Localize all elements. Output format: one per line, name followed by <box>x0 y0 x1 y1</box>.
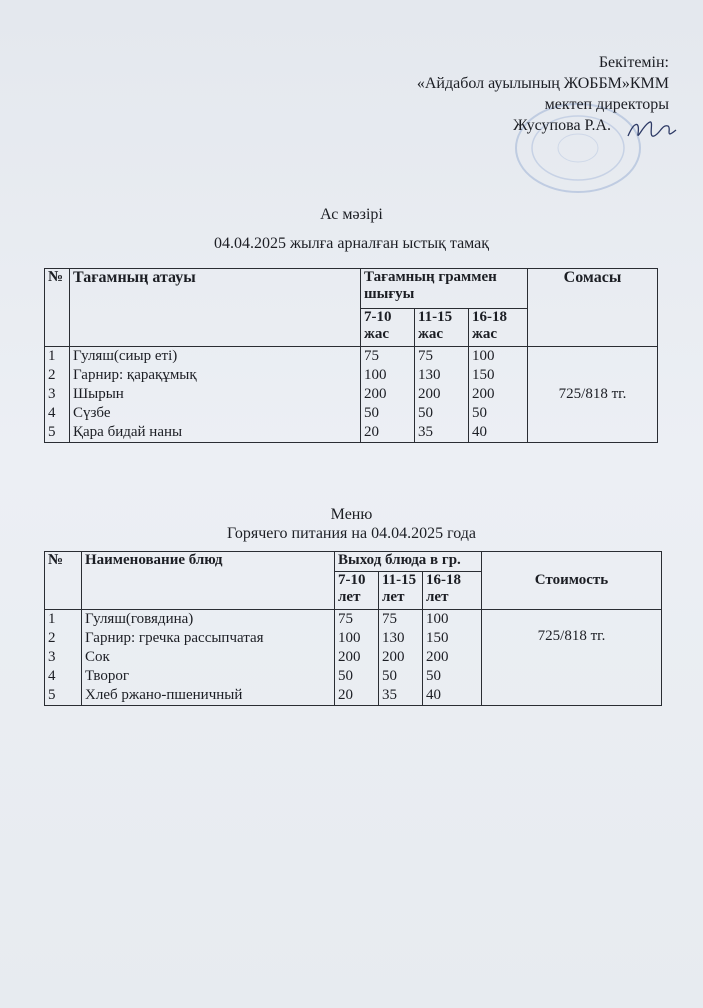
kz-row-numbers: 1 2 3 4 5 <box>45 347 70 443</box>
kz-grams-age-2: 75 130 200 50 35 <box>415 347 469 443</box>
ru-grams-age-2: 75 130 200 50 35 <box>379 610 423 706</box>
ru-menu-title: Меню <box>330 506 373 523</box>
kz-menu-subtitle: 04.04.2025 жылға арналған ыстық тамақ <box>213 235 490 252</box>
kz-menu-table <box>44 268 658 443</box>
kz-age-1: 7-10 жас <box>361 309 415 347</box>
ru-grams-age-1: 75 100 200 50 20 <box>335 610 379 706</box>
ru-col-price: Стоимость <box>482 552 662 610</box>
kz-col-no: № <box>45 269 70 347</box>
kz-menu-title: Ас мәзірі <box>320 206 383 223</box>
kz-col-yield: Тағамның граммен шығуы <box>361 269 528 309</box>
approval-line-2: «Айдабол ауылының ЖОББМ»КММ <box>416 75 669 92</box>
kz-age-3: 16-18 жас <box>469 309 528 347</box>
kz-dish-list: Гуляш(сиыр еті) Гарнир: қарақұмық Шырын Сүзбе Қара бидай наны <box>70 347 361 443</box>
ru-dish-list: Гуляш(говядина) Гарнир: гречка рассыпчатая Сок Творог Хлеб ржано-пшеничный <box>82 610 335 706</box>
ru-age-2: 11-15 лет <box>379 572 423 610</box>
ru-col-yield: Выход блюда в гр. <box>335 552 482 572</box>
kz-col-price: Сомасы <box>528 269 658 347</box>
ru-age-3: 16-18 лет <box>423 572 482 610</box>
kz-grams-age-3: 100 150 200 50 40 <box>469 347 528 443</box>
ru-grams-age-3: 100 150 200 50 40 <box>423 610 482 706</box>
kz-price: 725/818 тг. <box>528 347 658 443</box>
ru-row-numbers: 1 2 3 4 5 <box>45 610 82 706</box>
ru-menu-table <box>44 551 662 706</box>
signature-icon <box>624 116 680 144</box>
ru-col-name: Наименование блюд <box>82 552 335 610</box>
ru-col-no: № <box>45 552 82 610</box>
kz-age-2: 11-15 жас <box>415 309 469 347</box>
ru-price: 725/818 тг. <box>482 610 662 706</box>
approval-line-1: Бекітемін: <box>598 54 669 71</box>
kz-col-name: Тағамның атауы <box>70 269 361 347</box>
kz-grams-age-1: 75 100 200 50 20 <box>361 347 415 443</box>
director-name: Жусупова Р.А. <box>513 117 611 134</box>
ru-menu-subtitle: Горячего питания на 04.04.2025 года <box>226 525 477 542</box>
ru-age-1: 7-10 лет <box>335 572 379 610</box>
approval-line-3: мектеп директоры <box>544 96 669 113</box>
